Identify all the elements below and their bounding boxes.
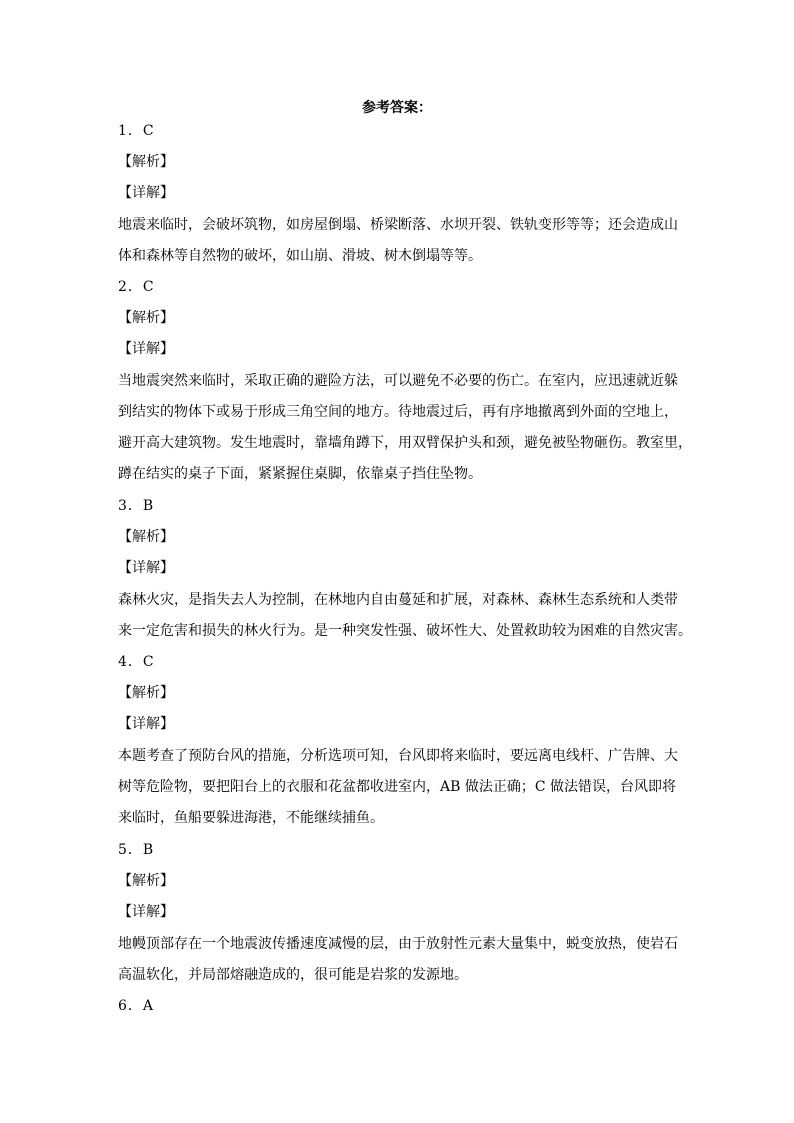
analysis-heading: 【解析】: [118, 685, 174, 701]
explanation-line: 地幔顶部存在一个地震波传播速度减慢的层，由于放射性元素大量集中，蜕变放热，使岩石: [118, 936, 678, 952]
explanation-line: 高温软化，并局部熔融造成的，很可能是岩浆的发源地。: [118, 967, 468, 983]
explanation-line: 森林火灾，是指失去人为控制，在林地内自由蔓延和扩展，对森林、森林生态系统和人类带: [118, 592, 678, 608]
detail-heading: 【详解】: [118, 341, 174, 357]
explanation-line: 避开高大建筑物。发生地震时，靠墙角蹲下，用双臂保护头和颈，避免被坠物砸伤。教室里，: [118, 435, 692, 451]
answer-number: 3．B: [118, 498, 155, 514]
detail-heading: 【详解】: [118, 904, 174, 920]
explanation-line: 来一定危害和损失的林火行为。是一种突发性强、破坏性大、处置救助较为困难的自然灾害。: [118, 623, 692, 639]
answer-number: 4．C: [118, 654, 155, 670]
analysis-heading: 【解析】: [118, 154, 174, 170]
analysis-heading: 【解析】: [118, 529, 174, 545]
answer-number: 1．C: [118, 123, 155, 139]
detail-heading: 【详解】: [118, 716, 174, 732]
page-title: 参考答案：: [362, 100, 432, 116]
explanation-line: 蹲在结实的桌子下面，紧紧握住桌脚，依靠桌子挡住坠物。: [118, 466, 482, 482]
analysis-heading: 【解析】: [118, 310, 174, 326]
explanation-line: 地震来临时，会破坏筑物，如房屋倒塌、桥梁断落、水坝开裂、铁轨变形等等；还会造成山: [118, 217, 678, 233]
detail-heading: 【详解】: [118, 185, 174, 201]
detail-heading: 【详解】: [118, 560, 174, 576]
answer-number: 2．C: [118, 279, 155, 295]
analysis-heading: 【解析】: [118, 873, 174, 889]
explanation-line: 来临时，鱼船要躲进海港，不能继续捕鱼。: [118, 810, 384, 826]
explanation-line: 树等危险物，要把阳台上的衣服和花盆都收进室内，AB 做法正确；C 做法错误，台风即将: [118, 779, 677, 795]
explanation-line: 当地震突然来临时，采取正确的避险方法，可以避免不必要的伤亡。在室内，应迅速就近躲: [118, 373, 678, 389]
explanation-line: 体和森林等自然物的破坏，如山崩、滑坡、树木倒塌等等。: [118, 248, 482, 264]
answer-number: 6．A: [118, 998, 155, 1014]
answer-number: 5．B: [118, 842, 155, 858]
explanation-line: 到结实的物体下或易于形成三角空间的地方。待地震过后，再有序地撤离到外面的空地上，: [118, 404, 678, 420]
explanation-line: 本题考查了预防台风的措施，分析选项可知，台风即将来临时，要远离电线杆、广告牌、大: [118, 748, 678, 764]
